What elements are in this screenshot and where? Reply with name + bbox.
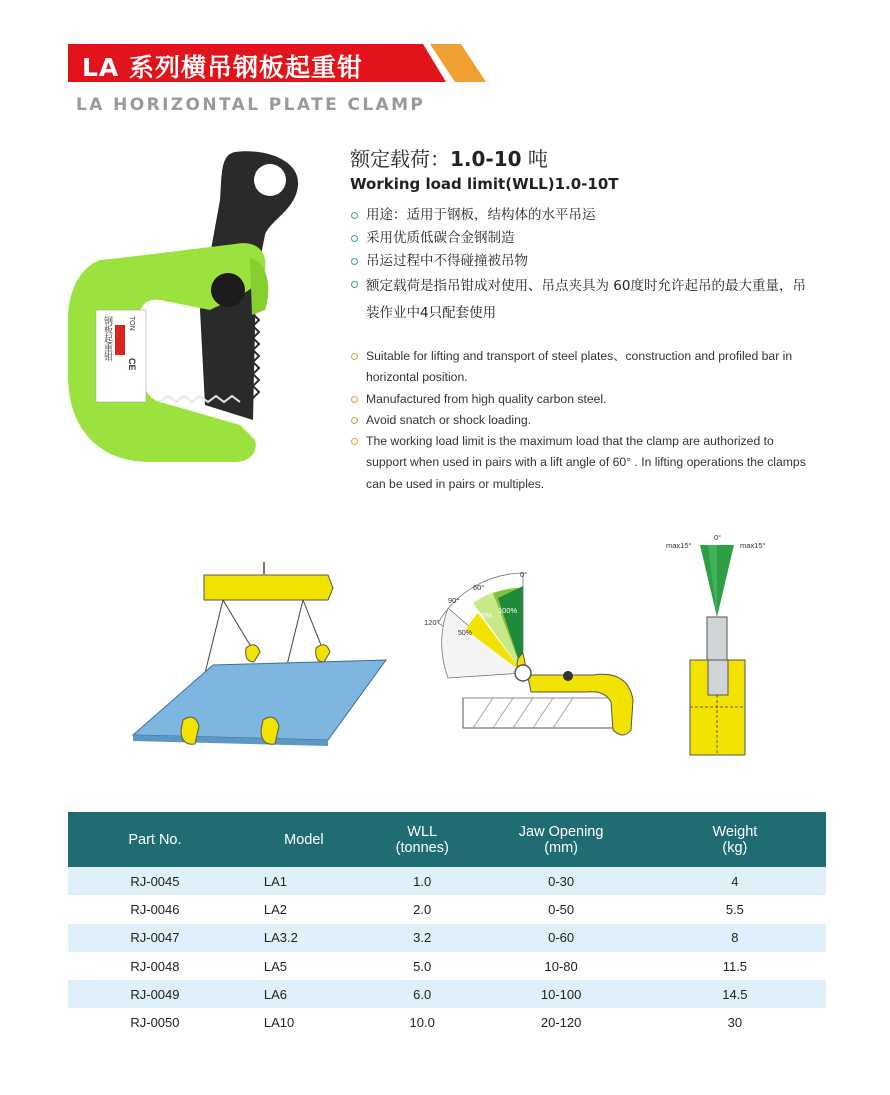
list-item: The working load limit is the maximum load that the clamp are authorized to support when used in pairs with a lift angle of 60° . In lifting operations the clamps can be used in pairs or multiples. <box>350 431 810 495</box>
bullet-icon <box>351 417 358 424</box>
load-limit-cn <box>350 143 548 172</box>
table-row: RJ-0050 LA10 10.0 20-120 30 <box>130 1015 743 1031</box>
bullet-icon <box>351 258 358 265</box>
angle-label-0: 0° <box>520 570 528 579</box>
column-header-weight: Weight (kg) <box>644 812 826 867</box>
lifting-diagram <box>128 560 388 755</box>
tilt-label-left: max15° <box>666 541 692 550</box>
list-item: Suitable for lifting and transport of steel plates、construction and profiled bar in horizontal position. <box>350 346 810 389</box>
load-limit-value: 1.0-10 <box>450 147 522 171</box>
table-row: RJ-0046 LA2 2.0 0-50 5.5 <box>130 901 744 917</box>
column-header-wll: WLL (tonnes) <box>366 812 478 867</box>
page-subtitle: LA HORIZONTAL PLATE CLAMP <box>76 95 426 115</box>
list-item: 吊运过程中不得碰撞被吊物 <box>350 250 810 273</box>
angle-label-90: 90° <box>448 596 460 605</box>
list-item: 用途：适用于钢板，结构体的水平吊运 <box>350 204 810 227</box>
angle-diagram <box>418 568 658 758</box>
bullet-icon <box>351 235 358 242</box>
list-item: 采用优质低碳合金钢制造 <box>350 227 810 250</box>
list-item: 额定载荷是指吊钳成对使用、吊点夹具为 60度时允许起吊的最大重量，吊装作业中4只配套使用 <box>350 273 810 327</box>
product-label-text: 钢板起重钳 <box>102 316 112 361</box>
tilt-diagram <box>660 535 800 760</box>
angle-label-120: 120° <box>424 618 440 627</box>
tilt-label-right: max15° <box>740 541 766 550</box>
bullet-icon <box>351 212 358 219</box>
bullet-icon <box>351 281 358 288</box>
spec-table <box>68 812 826 1037</box>
title-banner <box>68 44 448 84</box>
product-label-ton: TON <box>128 316 135 331</box>
product-image <box>60 140 310 480</box>
page-title: LA 系列横吊钢板起重钳 <box>82 53 363 82</box>
table-row: RJ-0049 LA6 6.0 10-100 14.5 <box>68 980 826 1008</box>
list-item: Avoid snatch or shock loading. <box>350 410 810 431</box>
table-row: RJ-0047 LA3.2 3.2 0-60 8 <box>68 924 826 952</box>
load-limit-en: Working load limit(WLL)1.0-10T <box>350 175 619 193</box>
bullet-icon <box>351 353 358 360</box>
percent-label-75: 75% <box>478 613 493 620</box>
table-row: RJ-0045 LA1 1.0 0-30 4 <box>68 867 826 895</box>
column-header-model: Model <box>242 812 366 867</box>
tilt-label-center: 0° <box>714 533 722 542</box>
table-row: RJ-0048 LA5 5.0 10-80 11.5 <box>130 958 748 974</box>
ce-mark: CE <box>127 358 137 371</box>
table-header-row <box>68 812 826 867</box>
percent-label-100: 100% <box>498 606 518 615</box>
percent-label-50: 50% <box>458 630 473 637</box>
bullet-icon <box>351 438 358 445</box>
load-limit-prefix: 额定载荷： <box>350 147 450 171</box>
column-header-jaw-opening: Jaw Opening (mm) <box>478 812 643 867</box>
column-header-part-no: Part No. <box>68 812 242 867</box>
bullet-icon <box>351 396 358 403</box>
load-limit-unit: 吨 <box>527 147 548 171</box>
features-en-list <box>350 346 810 495</box>
features-cn-list <box>350 204 810 327</box>
angle-label-60: 60° <box>473 583 485 592</box>
list-item: Manufactured from high quality carbon steel. <box>350 389 810 410</box>
